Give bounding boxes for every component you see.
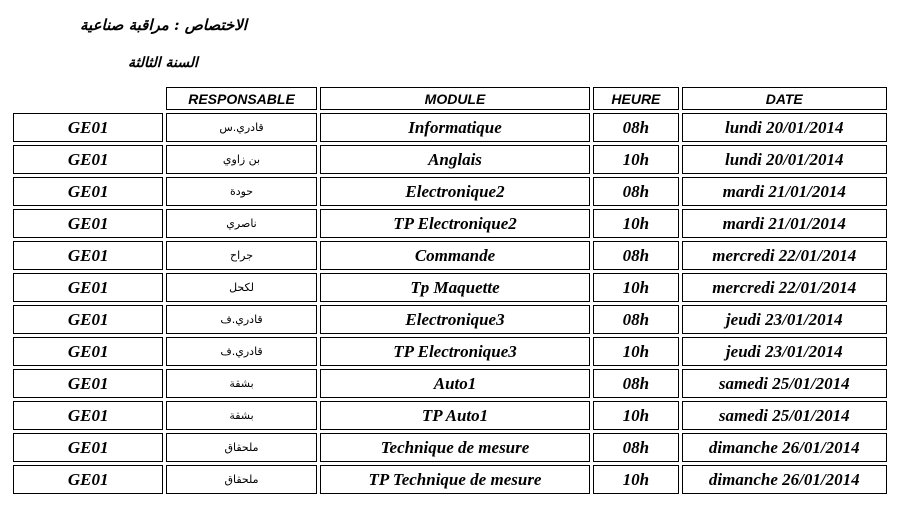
module-cell: Tp Maquette xyxy=(320,273,591,302)
date-cell: mardi 21/01/2014 xyxy=(682,177,888,206)
header-heure: HEURE xyxy=(593,87,678,110)
heure-cell: 08h xyxy=(593,433,678,462)
date-cell: dimanche 26/01/2014 xyxy=(682,465,888,494)
responsable-cell: قادري.س xyxy=(166,113,316,142)
responsable-cell: ملحقاق xyxy=(166,433,316,462)
specialty-title: الاختصاص : مراقبة صناعية xyxy=(80,16,248,34)
module-cell: TP Electronique3 xyxy=(320,337,591,366)
date-cell: jeudi 23/01/2014 xyxy=(682,305,888,334)
heure-cell: 08h xyxy=(593,113,678,142)
date-cell: dimanche 26/01/2014 xyxy=(682,433,888,462)
header-group-cell xyxy=(13,87,163,110)
group-cell: GE01 xyxy=(13,177,163,206)
table-row xyxy=(13,305,887,334)
table-row xyxy=(13,113,887,142)
table-body xyxy=(13,113,887,494)
table-row xyxy=(13,241,887,270)
date-cell: jeudi 23/01/2014 xyxy=(682,337,888,366)
table-row xyxy=(13,369,887,398)
responsable-cell: بن زاوي xyxy=(166,145,316,174)
heure-cell: 08h xyxy=(593,177,678,206)
group-cell: GE01 xyxy=(13,241,163,270)
module-cell: Auto1 xyxy=(320,369,591,398)
group-cell: GE01 xyxy=(13,273,163,302)
table-row xyxy=(13,433,887,462)
header-date: DATE xyxy=(682,87,888,110)
module-cell: TP Auto1 xyxy=(320,401,591,430)
table-row xyxy=(13,145,887,174)
date-cell: mercredi 22/01/2014 xyxy=(682,241,888,270)
heure-cell: 10h xyxy=(593,401,678,430)
module-cell: Electronique2 xyxy=(320,177,591,206)
table-row xyxy=(13,465,887,494)
module-cell: Anglais xyxy=(320,145,591,174)
module-cell: TP Electronique2 xyxy=(320,209,591,238)
date-cell: samedi 25/01/2014 xyxy=(682,369,888,398)
table-row xyxy=(13,401,887,430)
responsable-cell: قادري.ف xyxy=(166,337,316,366)
module-cell: Technique de mesure xyxy=(320,433,591,462)
module-cell: Electronique3 xyxy=(320,305,591,334)
responsable-cell: جراح xyxy=(166,241,316,270)
heure-cell: 08h xyxy=(593,369,678,398)
date-cell: lundi 20/01/2014 xyxy=(682,113,888,142)
heure-cell: 10h xyxy=(593,145,678,174)
group-cell: GE01 xyxy=(13,209,163,238)
date-cell: lundi 20/01/2014 xyxy=(682,145,888,174)
group-cell: GE01 xyxy=(13,465,163,494)
module-cell: Informatique xyxy=(320,113,591,142)
group-cell: GE01 xyxy=(13,369,163,398)
header-responsable: RESPONSABLE xyxy=(166,87,316,110)
heure-cell: 08h xyxy=(593,305,678,334)
responsable-cell: ملحقاق xyxy=(166,465,316,494)
heure-cell: 10h xyxy=(593,337,678,366)
year-subtitle: السنة الثالثة xyxy=(128,55,198,71)
responsable-cell: بشقة xyxy=(166,401,316,430)
module-cell: TP Technique de mesure xyxy=(320,465,591,494)
table-row xyxy=(13,209,887,238)
group-cell: GE01 xyxy=(13,433,163,462)
header-module: MODULE xyxy=(320,87,591,110)
responsable-cell: بشقة xyxy=(166,369,316,398)
date-cell: mercredi 22/01/2014 xyxy=(682,273,888,302)
responsable-cell: قادري.ف xyxy=(166,305,316,334)
responsable-cell: حودة xyxy=(166,177,316,206)
group-cell: GE01 xyxy=(13,401,163,430)
table-row xyxy=(13,273,887,302)
responsable-cell: لكحل xyxy=(166,273,316,302)
module-cell: Commande xyxy=(320,241,591,270)
heure-cell: 10h xyxy=(593,465,678,494)
group-cell: GE01 xyxy=(13,337,163,366)
heure-cell: 10h xyxy=(593,273,678,302)
group-cell: GE01 xyxy=(13,113,163,142)
table-row xyxy=(13,177,887,206)
group-cell: GE01 xyxy=(13,305,163,334)
heure-cell: 10h xyxy=(593,209,678,238)
heure-cell: 08h xyxy=(593,241,678,270)
table-header-row xyxy=(13,87,887,110)
date-cell: samedi 25/01/2014 xyxy=(682,401,888,430)
group-cell: GE01 xyxy=(13,145,163,174)
exam-schedule-table xyxy=(10,84,890,497)
responsable-cell: ناصري xyxy=(166,209,316,238)
date-cell: mardi 21/01/2014 xyxy=(682,209,888,238)
table-row xyxy=(13,337,887,366)
